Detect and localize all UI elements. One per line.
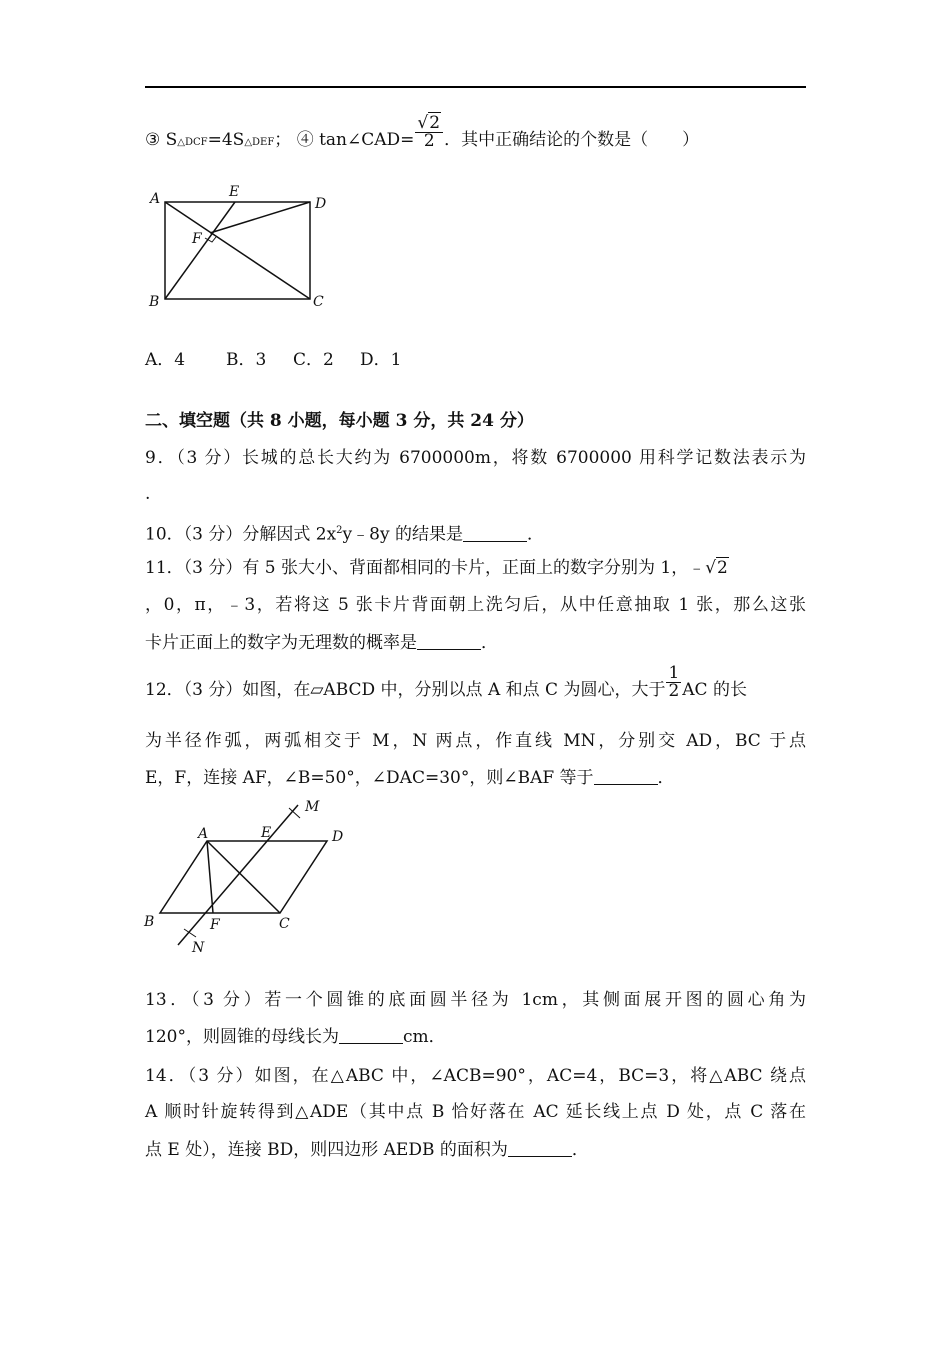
fraction-one-half bbox=[666, 665, 681, 700]
parallelogram-figure bbox=[140, 795, 360, 960]
q11-text: 11．（3 分）有 5 张大小、背面都相同的卡片，正面上的数字分别为 1，﹣ bbox=[145, 558, 706, 578]
q12-end: ． bbox=[657, 768, 675, 788]
q13-end: cm． bbox=[402, 1027, 446, 1047]
q10-end: ． bbox=[526, 524, 544, 545]
sqrt-radicand: 2 bbox=[717, 558, 728, 578]
fraction-numerator: 1 bbox=[668, 663, 680, 683]
label-a: A bbox=[198, 826, 209, 842]
q11-end: ． bbox=[481, 633, 498, 653]
separator: ； bbox=[274, 130, 292, 150]
q13-line1: 13．（3 分）若一个圆锥的底面圆半径为 1cm，其侧面展开图的圆心角为 bbox=[145, 990, 806, 1010]
fraction-sqrt2-over-2: $\frac{√2}{2}$ bbox=[415, 115, 443, 150]
segment-be bbox=[165, 202, 235, 299]
q12-text-line3: E，F，连接 AF，∠B=50°，∠DAC=30°，则∠BAF 等于 bbox=[145, 768, 594, 788]
q12-text-after: AC 的长 bbox=[682, 680, 747, 700]
label-e: E bbox=[229, 184, 240, 200]
q14-end: ． bbox=[571, 1140, 589, 1160]
segment-df bbox=[210, 202, 310, 233]
label-f: F bbox=[192, 231, 202, 247]
sqrt-2: √2 bbox=[705, 558, 728, 578]
q13-text-line2: 120°，则圆锥的母线长为 bbox=[145, 1027, 339, 1047]
segment-ac bbox=[207, 841, 280, 913]
q12-line2: 为半径作弧，两弧相交于 M，N 两点，作直线 MN，分别交 AD，BC 于点 bbox=[145, 731, 806, 751]
fraction-denominator: 2 bbox=[668, 681, 680, 701]
answer-blank bbox=[594, 767, 658, 785]
answer-blank bbox=[508, 1139, 572, 1157]
label-n: N bbox=[192, 940, 205, 956]
q11-text-line3: 卡片正面上的数字为无理数的概率是 bbox=[145, 633, 417, 653]
fraction-numerator: 2 bbox=[429, 113, 441, 133]
label-e: E bbox=[261, 825, 272, 841]
label-d: D bbox=[315, 196, 327, 212]
rectangle-figure bbox=[140, 178, 340, 318]
fraction-denominator: 2 bbox=[423, 131, 435, 151]
q8-statements bbox=[145, 113, 700, 155]
answer-blank bbox=[339, 1026, 403, 1044]
q9-line2: . bbox=[145, 484, 151, 504]
option-b: B．3 bbox=[226, 350, 267, 370]
option-a: A．4 bbox=[145, 350, 186, 370]
label-m: M bbox=[305, 799, 320, 815]
q14-line2: A 顺时针旋转得到△ADE（其中点 B 恰好落在 AC 延长线上点 D 处，点 C 落在 bbox=[145, 1102, 806, 1122]
statement-3-label: ③ S bbox=[145, 130, 178, 150]
q11-line3 bbox=[145, 631, 498, 655]
statement-4-label: ④ tan∠CAD= bbox=[296, 130, 415, 150]
label-f: F bbox=[210, 917, 220, 933]
q10 bbox=[145, 519, 544, 547]
q14-line3 bbox=[145, 1138, 589, 1162]
label-d: D bbox=[332, 829, 344, 845]
q11-line1 bbox=[145, 556, 729, 580]
segment-af bbox=[207, 841, 213, 913]
option-d: D．1 bbox=[360, 350, 402, 370]
header-rule bbox=[145, 86, 806, 88]
answer-blank bbox=[417, 632, 481, 650]
q12-line3 bbox=[145, 766, 675, 790]
q11-line2: ，0，π，﹣3，若将这 5 张卡片背面朝上洗匀后，从中任意抽取 1 张，那么这张 bbox=[145, 595, 806, 615]
segment-ac bbox=[165, 202, 310, 299]
subscript-def: △DEF bbox=[244, 137, 275, 148]
statement-3-eq: =4S bbox=[207, 130, 245, 150]
label-a: A bbox=[150, 191, 161, 207]
label-c: C bbox=[313, 294, 324, 310]
q9-line1: 9．（3 分）长城的总长大约为 6700000m，将数 6700000 用科学记数法表示为 bbox=[145, 448, 806, 468]
label-b: B bbox=[149, 294, 160, 310]
label-c: C bbox=[279, 916, 290, 932]
q10-exponent: 2 bbox=[336, 525, 343, 536]
subscript-dcf: △DCF bbox=[177, 137, 208, 148]
q14-text-line3: 点 E 处），连接 BD，则四边形 AEDB 的面积为 bbox=[145, 1140, 508, 1160]
section-title: 二、填空题（共 8 小题，每小题 3 分，共 24 分） bbox=[145, 411, 534, 431]
q10-text: 10．（3 分）分解因式 2x bbox=[145, 524, 337, 545]
answer-blank bbox=[463, 524, 527, 542]
q12-text: 12．（3 分）如图，在▱ABCD 中，分别以点 A 和点 C 为圆心，大于 bbox=[145, 680, 666, 700]
q13-line2 bbox=[145, 1025, 446, 1049]
q10-text-after: y﹣8y 的结果是 bbox=[342, 524, 463, 545]
label-b: B bbox=[144, 914, 155, 930]
option-c: C．2 bbox=[293, 350, 334, 370]
statement-4-tail: ．其中正确结论的个数是（ ） bbox=[444, 130, 700, 150]
q14-line1: 14．（3 分）如图，在△ABC 中，∠ACB=90°，AC=4，BC=3，将△ABC 绕点 bbox=[145, 1066, 806, 1086]
q12-line1 bbox=[145, 663, 747, 702]
